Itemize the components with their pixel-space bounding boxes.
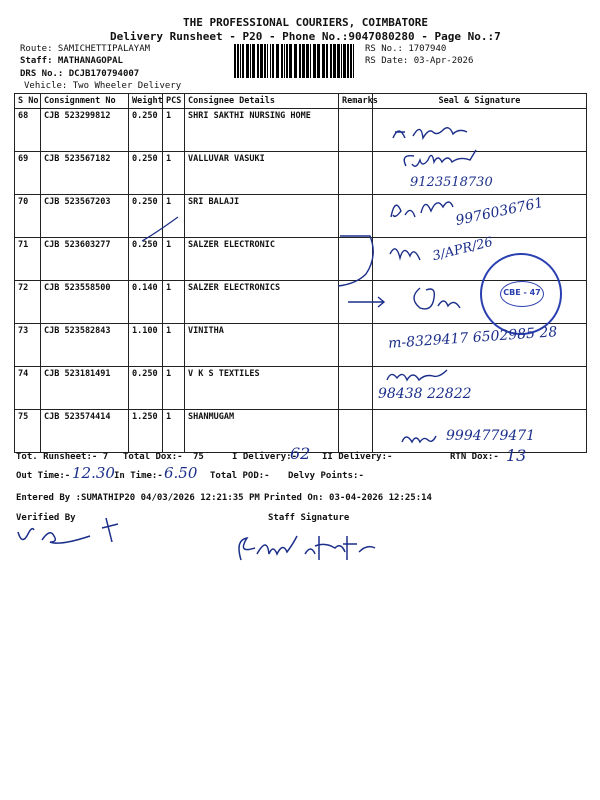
cell-remarks (339, 410, 373, 453)
i-delivery-value: 62 (290, 444, 311, 463)
date-row-71: 3/APR/26 (431, 234, 495, 265)
runsheet-subtitle: Delivery Runsheet - P20 - Phone No.:9047080280 - Page No.:7 (110, 30, 501, 43)
total-dox-value: 75 (193, 452, 204, 462)
staff-signature-label: Staff Signature (268, 513, 350, 523)
table-header-row (15, 94, 587, 109)
total-dox-label: Total Dox:- (123, 452, 183, 462)
cell-pcs: 1 (163, 367, 185, 410)
cell-pcs: 1 (163, 324, 185, 367)
cell-remarks (339, 324, 373, 367)
cell-weight: 0.140 (129, 281, 163, 324)
ii-delivery-label: II Delivery:- (322, 452, 393, 462)
barcode-bar (341, 44, 342, 78)
in-time-value: 6.50 (164, 464, 198, 482)
barcode-bar (333, 44, 336, 78)
phone-row-74: 98438 22822 (378, 386, 472, 402)
cell-weight: 0.250 (129, 238, 163, 281)
cell-remarks (339, 367, 373, 410)
cell-consignment: CJB 523558500 (41, 281, 129, 324)
cell-pcs: 1 (163, 281, 185, 324)
cell-sno: 72 (15, 281, 41, 324)
rtn-dox-label: RTN Dox:- (450, 452, 499, 462)
barcode-bar (240, 44, 241, 78)
company-title: THE PROFESSIONAL COURIERS, COIMBATORE (183, 16, 429, 29)
cell-remarks (339, 109, 373, 152)
signature-row-69-icon (400, 150, 510, 174)
cell-consignee: SHANMUGAM (185, 410, 339, 453)
signature-row-75-icon (398, 428, 438, 448)
cell-sno: 74 (15, 367, 41, 410)
phone-row-69: 9123518730 (410, 175, 493, 190)
cell-consignment: CJB 523603277 (41, 238, 129, 281)
arrow-mark-icon (344, 280, 484, 320)
barcode-bar (299, 44, 301, 78)
cell-consignee: V K S TEXTILES (185, 367, 339, 410)
table-row (15, 367, 587, 410)
cell-consignee: SHRI SAKTHI NURSING HOME (185, 109, 339, 152)
barcode-bar (250, 44, 251, 78)
barcode-bar (272, 44, 274, 78)
total-pod-label: Total POD:- (210, 471, 270, 481)
barcode-bar (264, 44, 266, 78)
cell-consignment: CJB 523567182 (41, 152, 129, 195)
col-weight: Weight (129, 94, 163, 109)
cell-weight: 0.250 (129, 195, 163, 238)
out-time-label: Out Time:- (16, 471, 71, 481)
verified-by-label: Verified By (16, 513, 76, 523)
barcode-bar (281, 44, 283, 78)
company-stamp (480, 253, 562, 335)
cell-weight: 0.250 (129, 109, 163, 152)
cell-remarks (339, 152, 373, 195)
barcode-bar (260, 44, 263, 78)
cell-weight: 0.250 (129, 367, 163, 410)
cell-sno: 69 (15, 152, 41, 195)
entered-by: Entered By :SUMATHIP20 04/03/2026 12:21:35 PM (16, 493, 260, 503)
barcode-bar (267, 44, 268, 78)
staff-label: Staff: MATHANAGOPAL (20, 56, 123, 66)
barcode-bar (276, 44, 279, 78)
barcode-bar (286, 44, 288, 78)
rs-number: RS No.: 1707940 (365, 44, 447, 54)
cell-consignment: CJB 523574414 (41, 410, 129, 453)
col-sno: S No (15, 94, 41, 109)
phone-row-75: 9994779471 (446, 428, 536, 444)
cell-weight: 1.250 (129, 410, 163, 453)
cell-consignee: SALZER ELECTRONIC (185, 238, 339, 281)
cell-consignment: CJB 523567203 (41, 195, 129, 238)
barcode-bar (313, 44, 316, 78)
cell-consignee: VINITHA (185, 324, 339, 367)
col-remarks: Remarks (339, 94, 373, 109)
phone-row-70: 9976036761 (454, 194, 545, 230)
barcode-bar (326, 44, 328, 78)
barcode-bar (350, 44, 352, 78)
barcode-bar (284, 44, 285, 78)
rtn-dox-value: 13 (506, 446, 527, 465)
cell-pcs: 1 (163, 195, 185, 238)
checkmark-icon (140, 215, 180, 245)
cell-weight: 1.100 (129, 324, 163, 367)
signature-row-70-icon (385, 193, 465, 225)
cell-sno: 70 (15, 195, 41, 238)
barcode-bar (317, 44, 320, 78)
col-consignee: Consignee Details (185, 94, 339, 109)
cell-sno: 68 (15, 109, 41, 152)
total-runsheet: Tot. Runsheet:- 7 (16, 452, 109, 462)
cell-sno: 73 (15, 324, 41, 367)
staff-signature-icon (235, 530, 385, 566)
barcode-bar (353, 44, 354, 78)
barcode-bar (310, 44, 311, 78)
barcode-bar (347, 44, 349, 78)
col-seal: Seal & Signature (373, 94, 587, 109)
cell-pcs: 1 (163, 410, 185, 453)
barcode-bar (289, 44, 292, 78)
verifier-signature-icon (14, 510, 134, 550)
cell-consignment: CJB 523181491 (41, 367, 129, 410)
in-time-label: In Time:- (114, 471, 163, 481)
barcode-bar (322, 44, 325, 78)
barcode-bar (242, 44, 244, 78)
vehicle-label: Vehicle: Two Wheeler Delivery (24, 81, 182, 91)
barcode-bar (294, 44, 297, 78)
cell-pcs: 1 (163, 152, 185, 195)
barcode-bar (302, 44, 305, 78)
barcode-bar (252, 44, 255, 78)
delvy-points-label: Delvy Points:- (288, 471, 364, 481)
barcode-bar (337, 44, 340, 78)
printed-on: Printed On: 03-04-2026 12:25:14 (264, 493, 432, 503)
cell-sno: 71 (15, 238, 41, 281)
barcode-bar (257, 44, 259, 78)
signature-row-68-icon (385, 118, 495, 148)
cell-sno: 75 (15, 410, 41, 453)
i-delivery-label: I Delivery:- (232, 452, 298, 462)
barcode-bar (270, 44, 271, 78)
barcode-bar (246, 44, 249, 78)
cell-consignee: SRI BALAJI (185, 195, 339, 238)
stamp-code: CBE - 47 (500, 281, 544, 307)
out-time-value: 12.30 (72, 464, 115, 482)
cell-consignment: CJB 523299812 (41, 109, 129, 152)
barcode-bar (330, 44, 332, 78)
col-pcs: PCS (163, 94, 185, 109)
cell-consignment: CJB 523582843 (41, 324, 129, 367)
barcode-bar (237, 44, 239, 78)
cell-consignee: SALZER ELECTRONICS (185, 281, 339, 324)
table-row (15, 109, 587, 152)
cell-weight: 0.250 (129, 152, 163, 195)
drs-label: DRS No.: DCJB170794007 (20, 69, 140, 79)
cell-consignee: VALLUVAR VASUKI (185, 152, 339, 195)
rs-date: RS Date: 03-Apr-2026 (365, 56, 474, 66)
cell-pcs: 1 (163, 109, 185, 152)
phone-row-73: m-8329417 6502985 28 (387, 324, 558, 352)
barcode-bar (306, 44, 309, 78)
barcode-bar (234, 44, 236, 78)
col-consignment: Consignment No (41, 94, 129, 109)
route-label: Route: SAMICHETTIPALAYAM (20, 44, 151, 54)
signature-row-74-icon (383, 366, 463, 386)
barcode-icon (232, 44, 360, 78)
cell-pcs: 1 (163, 238, 185, 281)
barcode-bar (343, 44, 346, 78)
